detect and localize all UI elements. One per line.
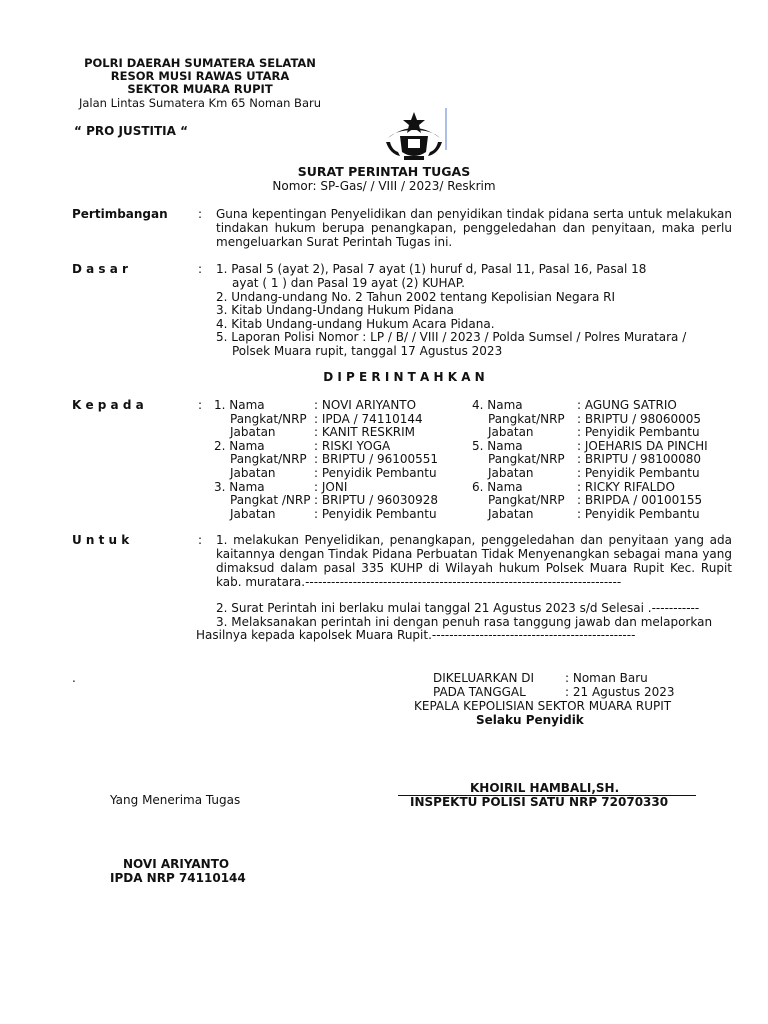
kepada-left-field-value: : RISKI YOGA: [314, 438, 391, 453]
kepada-left-field-label: Pangkat/NRP: [230, 411, 307, 426]
kepada-right-field-value: : RICKY RIFALDO: [577, 479, 675, 494]
issued-date-value: : 21 Agustus 2023: [565, 685, 675, 699]
police-emblem-icon: [378, 108, 450, 164]
pertimbangan-label: Pertimbangan: [72, 207, 168, 221]
kepada-right-field-label: Pangkat/NRP: [488, 452, 565, 467]
untuk-item2: 2. Surat Perintah ini berlaku mulai tanggal 21 Agustus 2023 s/d Selesai .-----------: [216, 601, 700, 615]
issuer-rank: INSPEKTU POLISI SATU NRP 72070330: [410, 795, 669, 809]
kepada-left-field-label: 3. Nama: [214, 479, 265, 494]
dasar-colon: :: [198, 262, 203, 276]
kepada-label: K e p a d a: [72, 398, 144, 412]
dasar-item3: 3. Kitab Undang-Undang Hukum Pidana: [216, 303, 454, 317]
dasar-item1-line1: 1. Pasal 5 (ayat 2), Pasal 7 ayat (1) huruf d, Pasal 11, Pasal 16, Pasal 18: [216, 262, 647, 276]
untuk-colon: :: [198, 533, 203, 547]
kepada-left-field-label: Pangkat /NRP: [230, 493, 311, 508]
receiver-label: Yang Menerima Tugas: [110, 793, 241, 807]
kepada-left-field-label: 1. Nama: [214, 398, 265, 412]
untuk-item1: 1. melakukan Penyelidikan, penangkapan, penggeledahan dan penyitaan yang ada kaitannya dengan Tindak Pidana Perbuatan Tidak Menyenangkan sebagai mana yang dimaksud dalam pasal 335 KUHP di Wilayah hukum Polsek Muara Rupit Kec. Rupit kab. muratara.-------------------------------------------------------------------------: [216, 533, 732, 589]
kepada-right-field-label: 5. Nama: [472, 438, 523, 453]
kepada-left-field-label: Jabatan: [230, 466, 276, 480]
dasar-item4: 4. Kitab Undang-undang Hukum Acara Pidana.: [216, 317, 495, 331]
kepada-right-field-label: Pangkat/NRP: [488, 493, 565, 508]
receiver-name: NOVI ARIYANTO: [123, 857, 230, 871]
kepada-right-field-value: : BRIPDA / 00100155: [577, 493, 703, 508]
pertimbangan-colon: :: [198, 207, 203, 221]
kepada-left-field-label: Jabatan: [230, 506, 276, 521]
dasar-item1-line2: ayat ( 1 ) dan Pasal 19 ayat (2) KUHAP.: [232, 276, 465, 290]
pro-justitia: “ PRO JUSTITIA “: [74, 124, 188, 138]
kepada-left-field-label: Jabatan: [230, 425, 276, 440]
issued-place-value: : Noman Baru: [565, 671, 648, 685]
dasar-item5-line2: Polsek Muara rupit, tanggal 17 Agustus 2023: [232, 344, 503, 358]
kepada-left-field-value: : BRIPTU / 96030928: [314, 493, 439, 508]
stray-dot: .: [72, 671, 76, 685]
document-title: SURAT PERINTAH TUGAS: [297, 164, 471, 179]
kepada-right-field-label: 6. Nama: [472, 479, 523, 494]
kepada-right-field-value: : BRIPTU / 98100080: [577, 452, 702, 467]
dasar-label: D a s a r: [72, 262, 128, 276]
issuer-position: KEPALA KEPOLISIAN SEKTOR MUARA RUPIT: [414, 699, 672, 713]
issuer-name: KHOIRIL HAMBALI,SH.: [470, 781, 620, 795]
letterhead-address: Jalan Lintas Sumatera Km 65 Noman Baru: [78, 96, 322, 110]
untuk-label: U n t u k: [72, 533, 130, 547]
dasar-item2: 2. Undang-undang No. 2 Tahun 2002 tentang Kepolisian Negara RI: [216, 290, 615, 304]
kepada-right-field-label: Jabatan: [488, 425, 534, 440]
diperintahkan-heading: D I P E R I N T A H K A N: [323, 370, 485, 384]
letterhead-line2: RESOR MUSI RAWAS UTARA: [110, 69, 290, 83]
kepada-right-field-value: : Penyidik Pembantu: [577, 506, 700, 521]
kepada-right-field-value: : JOEHARIS DA PINCHI: [577, 438, 708, 453]
untuk-item3-line1: 3. Melaksanakan perintah ini dengan penuh rasa tanggung jawab dan melaporkan: [216, 615, 713, 629]
letterhead-line1: POLRI DAERAH SUMATERA SELATAN: [84, 56, 316, 70]
issuer-role: Selaku Penyidik: [476, 713, 584, 727]
kepada-left-field-value: : Penyidik Pembantu: [314, 466, 437, 480]
document-number: Nomor: SP-Gas/ / VIII / 2023/ Reskrim: [272, 179, 496, 193]
pertimbangan-text: Guna kepentingan Penyelidikan dan penyidikan tindak pidana serta untuk melakukan tindakan hukum berupa penangkapan, penggeledahan dan penyitaan, maka perlu mengeluarkan Surat Perintah Tugas ini.: [216, 207, 732, 249]
untuk-item3-line2: Hasilnya kepada kapolsek Muara Rupit.-----------------------------------------------: [196, 628, 636, 642]
kepada-right-field-label: Pangkat/NRP: [488, 411, 565, 426]
kepada-right-field-value: : BRIPTU / 98060005: [577, 411, 702, 426]
kepada-left-field-value: : NOVI ARIYANTO: [314, 398, 417, 412]
letterhead-line3: SEKTOR MUARA RUPIT: [127, 82, 273, 96]
kepada-right-field-value: : Penyidik Pembantu: [577, 466, 700, 480]
issued-place-label: DIKELUARKAN DI: [433, 671, 535, 685]
dasar-item5-line1: 5. Laporan Polisi Nomor : LP / B/ / VIII / 2023 / Polda Sumsel / Polres Muratara /: [216, 330, 687, 344]
kepada-left-field-value: : JONI: [314, 479, 348, 494]
kepada-left-field-value: : IPDA / 74110144: [314, 411, 423, 426]
kepada-left-field-value: : KANIT RESKRIM: [314, 425, 416, 440]
kepada-right-field-value: : Penyidik Pembantu: [577, 425, 700, 440]
kepada-right-field-label: 4. Nama: [472, 398, 523, 412]
kepada-right-field-value: : AGUNG SATRIO: [577, 398, 677, 412]
kepada-left-field-label: Pangkat/NRP: [230, 452, 307, 467]
kepada-colon: :: [198, 398, 203, 412]
kepada-right-field-label: Jabatan: [488, 466, 534, 480]
receiver-rank: IPDA NRP 74110144: [110, 871, 246, 885]
issued-date-label: PADA TANGGAL: [433, 685, 526, 699]
kepada-right-field-label: Jabatan: [488, 506, 534, 521]
kepada-left-field-label: 2. Nama: [214, 438, 265, 453]
kepada-left-field-value: : BRIPTU / 96100551: [314, 452, 439, 467]
kepada-left-field-value: : Penyidik Pembantu: [314, 506, 437, 521]
